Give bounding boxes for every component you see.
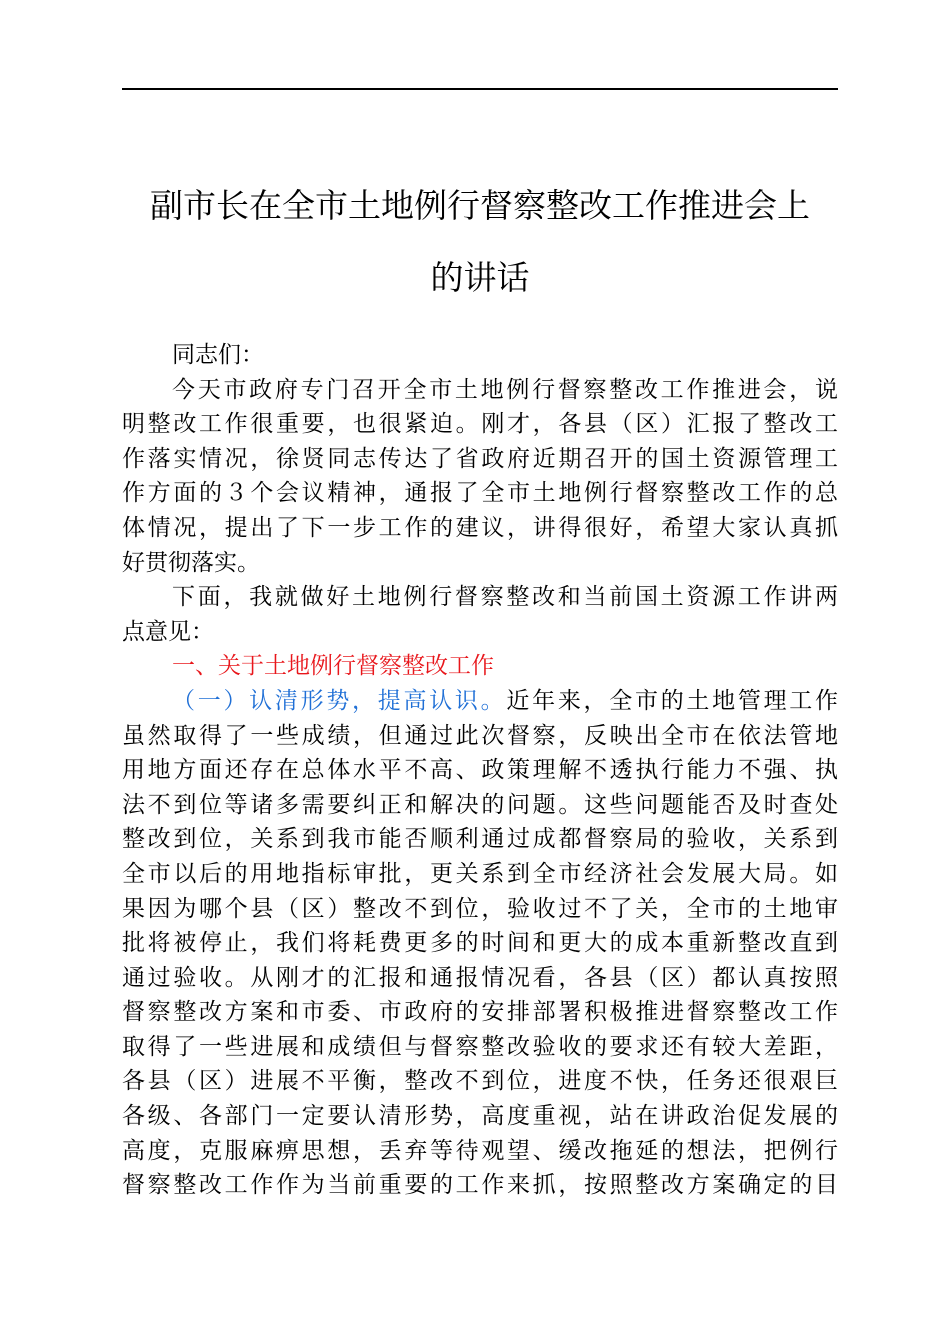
paragraph-intro: [122, 373, 838, 581]
text-line: 督察整改工作作为当前重要的工作来抓，按照整改方案确定的目: [122, 1172, 838, 1199]
paragraph-subsection-1: [122, 684, 838, 1203]
salutation-text: 同志们：: [172, 342, 264, 368]
text-line: 明整改工作很重要，也很紧迫。刚才，各县（区）汇报了整改工: [122, 411, 838, 438]
text-line: 整改到位，关系到我市能否顺利通过成都督察局的验收，关系到: [122, 826, 838, 853]
subsection-1-heading: （一）认清形势，提高认识。: [172, 687, 507, 714]
text-line: 好贯彻落实。: [122, 549, 260, 576]
paragraph-outline: [122, 580, 838, 649]
document-title: [122, 170, 838, 314]
text-line: [122, 684, 838, 719]
title-line: 副市长在全市土地例行督察整改工作推进会上: [150, 186, 810, 225]
section-heading: [122, 649, 838, 684]
text-line: 通过验收。从刚才的汇报和通报情况看，各县（区）都认真按照: [122, 964, 838, 991]
text-line: 用地方面还存在总体水平不高、政策理解不透执行能力不强、执: [122, 757, 838, 784]
document-body: [122, 338, 838, 1203]
text-line: 果因为哪个县（区）整改不到位，验收过不了关，全市的土地审: [122, 895, 838, 922]
text-line: 体情况，提出了下一步工作的建议，讲得很好，希望大家认真抓: [122, 514, 838, 541]
text-line: 作落实情况，徐贤同志传达了省政府近期召开的国土资源管理工: [122, 445, 838, 472]
text-line: 批将被停止，我们将耗费更多的时间和更大的成本重新整改直到: [122, 930, 838, 957]
salutation: [122, 338, 838, 373]
text-line: 作方面的３个会议精神，通报了全市土地例行督察整改工作的总: [122, 480, 838, 507]
text-line: 下面，我就做好土地例行督察整改和当前国土资源工作讲两: [172, 584, 838, 611]
text-line: 取得了一些进展和成绩但与督察整改验收的要求还有较大差距，: [122, 1033, 838, 1060]
text-line: 点意见：: [122, 618, 214, 645]
text-line: 今天市政府专门召开全市土地例行督察整改工作推进会，说: [172, 376, 838, 403]
text-line: 督察整改方案和市委、市政府的安排部署积极推进督察整改工作: [122, 999, 838, 1026]
text-line: 法不到位等诸多需要纠正和解决的问题。这些问题能否及时查处: [122, 791, 838, 818]
section-1-heading: 一、关于土地例行督察整改工作: [172, 653, 494, 680]
text-line: 各级、各部门一定要认清形势，高度重视，站在讲政治促发展的: [122, 1103, 838, 1130]
text-line: 各县（区）进展不平衡，整改不到位，进度不快，任务还很艰巨: [122, 1068, 838, 1095]
title-line: 的讲话: [430, 258, 530, 297]
text-line: 全市以后的用地指标审批，更关系到全市经济社会发展大局。如: [122, 860, 838, 887]
text-line: 虽然取得了一些成绩，但通过此次督察，反映出全市在依法管地: [122, 722, 838, 749]
header-rule: [122, 88, 838, 90]
subsection-1-lead: 近年来，全市的土地管理工作: [506, 687, 838, 714]
text-line: 高度，克服麻痹思想，丢弃等待观望、缓改拖延的想法，把例行: [122, 1137, 838, 1164]
